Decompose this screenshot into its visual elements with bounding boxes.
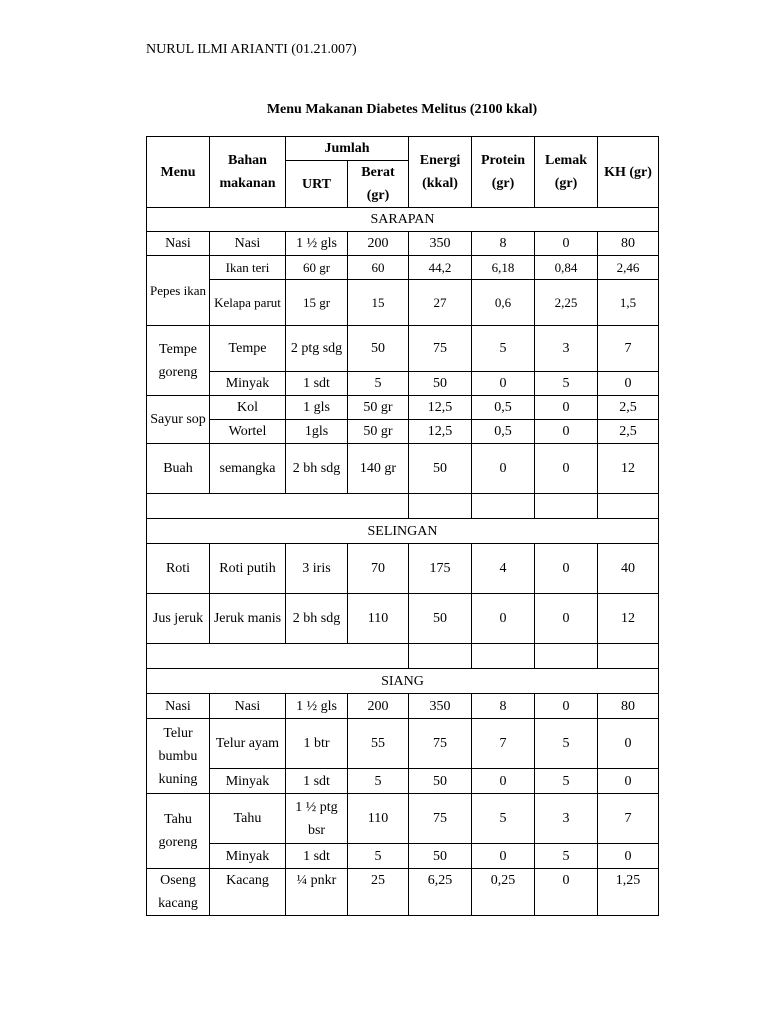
cell-lemak: 0	[535, 396, 598, 420]
cell-kh: 0	[598, 844, 659, 869]
cell-urt: 1 ½ gls	[286, 694, 348, 719]
cell-berat: 60	[348, 256, 409, 280]
cell-berat: 110	[348, 794, 409, 844]
table-row	[147, 444, 659, 494]
cell-lemak: 0	[535, 869, 598, 916]
table-row	[147, 769, 659, 794]
cell-bahan: Kelapa parut	[210, 280, 286, 326]
cell-urt: 1 ½ gls	[286, 232, 348, 256]
cell-energi: 50	[409, 844, 472, 869]
menu-table	[146, 136, 659, 916]
section-sarapan: SARAPAN	[147, 208, 659, 232]
cell-urt: 2 ptg sdg	[286, 326, 348, 372]
table-header	[147, 137, 659, 208]
cell-lemak: 0	[535, 594, 598, 644]
cell-menu: Nasi	[147, 694, 210, 719]
cell-berat: 55	[348, 719, 409, 769]
cell-kh: 1,5	[598, 280, 659, 326]
cell-urt: 1 sdt	[286, 844, 348, 869]
cell-kh: 12	[598, 594, 659, 644]
cell-berat: 50	[348, 326, 409, 372]
table-row	[147, 694, 659, 719]
cell-lemak: 0	[535, 444, 598, 494]
cell-protein: 5	[472, 326, 535, 372]
cell-energi: 12,5	[409, 396, 472, 420]
cell-bahan: Minyak	[210, 844, 286, 869]
cell-protein: 0	[472, 444, 535, 494]
cell-energi: 44,2	[409, 256, 472, 280]
table-body	[147, 208, 659, 916]
cell-bahan: Jeruk manis	[210, 594, 286, 644]
cell-urt: 1 sdt	[286, 372, 348, 396]
cell-energi: 50	[409, 594, 472, 644]
cell-lemak: 0,84	[535, 256, 598, 280]
cell-bahan: Kacang	[210, 869, 286, 916]
cell-energi: 75	[409, 719, 472, 769]
cell-bahan: Tahu	[210, 794, 286, 844]
cell-lemak: 5	[535, 372, 598, 396]
cell-bahan: Kol	[210, 396, 286, 420]
cell-kh: 0	[598, 769, 659, 794]
cell-bahan: Nasi	[210, 694, 286, 719]
cell-berat: 5	[348, 372, 409, 396]
cell-energi: 12,5	[409, 420, 472, 444]
cell-protein: 0,25	[472, 869, 535, 916]
cell-energi: 350	[409, 232, 472, 256]
header-jumlah: Jumlah	[286, 137, 409, 161]
cell-menu: Tahu goreng	[147, 794, 210, 869]
cell-protein: 0	[472, 594, 535, 644]
empty-row	[147, 644, 659, 669]
cell-lemak: 3	[535, 794, 598, 844]
cell-kh: 7	[598, 794, 659, 844]
cell-berat: 140 gr	[348, 444, 409, 494]
cell-energi: 350	[409, 694, 472, 719]
section-siang: SIANG	[147, 669, 659, 694]
cell-lemak: 5	[535, 844, 598, 869]
cell-urt: 1gls	[286, 420, 348, 444]
cell-bahan: Wortel	[210, 420, 286, 444]
cell-berat: 200	[348, 232, 409, 256]
table-row	[147, 372, 659, 396]
cell-kh: 80	[598, 694, 659, 719]
cell-urt: 2 bh sdg	[286, 594, 348, 644]
cell-bahan: Ikan teri	[210, 256, 286, 280]
table-row	[147, 544, 659, 594]
cell-kh: 0	[598, 719, 659, 769]
cell-menu: Tempe goreng	[147, 326, 210, 396]
cell-protein: 0	[472, 372, 535, 396]
table-row	[147, 719, 659, 769]
cell-kh: 80	[598, 232, 659, 256]
cell-bahan: semangka	[210, 444, 286, 494]
empty-row	[147, 494, 659, 519]
table-row	[147, 794, 659, 844]
cell-bahan: Telur ayam	[210, 719, 286, 769]
header-bahan: Bahan makanan	[210, 137, 286, 208]
cell-energi: 27	[409, 280, 472, 326]
cell-urt: ¼ pnkr	[286, 869, 348, 916]
header-urt: URT	[286, 161, 348, 208]
cell-menu: Nasi	[147, 232, 210, 256]
cell-berat: 200	[348, 694, 409, 719]
header-berat: Berat (gr)	[348, 161, 409, 208]
cell-bahan: Tempe	[210, 326, 286, 372]
cell-bahan: Minyak	[210, 372, 286, 396]
cell-urt: 60 gr	[286, 256, 348, 280]
cell-urt: 1 btr	[286, 719, 348, 769]
cell-kh: 12	[598, 444, 659, 494]
table-row	[147, 280, 659, 326]
cell-protein: 0,5	[472, 420, 535, 444]
cell-berat: 5	[348, 844, 409, 869]
header-kh: KH (gr)	[598, 137, 659, 208]
cell-protein: 6,18	[472, 256, 535, 280]
cell-menu: Sayur sop	[147, 396, 210, 444]
table-row	[147, 869, 659, 916]
table-row	[147, 844, 659, 869]
cell-berat: 25	[348, 869, 409, 916]
cell-kh: 2,46	[598, 256, 659, 280]
header-lemak: Lemak (gr)	[535, 137, 598, 208]
cell-protein: 8	[472, 232, 535, 256]
cell-protein: 4	[472, 544, 535, 594]
cell-kh: 2,5	[598, 420, 659, 444]
cell-berat: 70	[348, 544, 409, 594]
cell-menu: Jus jeruk	[147, 594, 210, 644]
cell-kh: 40	[598, 544, 659, 594]
cell-lemak: 2,25	[535, 280, 598, 326]
document-author: NURUL ILMI ARIANTI (01.21.007)	[146, 42, 357, 57]
cell-berat: 15	[348, 280, 409, 326]
section-selingan: SELINGAN	[147, 519, 659, 544]
cell-urt: 1 gls	[286, 396, 348, 420]
table-row	[147, 256, 659, 280]
cell-menu: Buah	[147, 444, 210, 494]
cell-bahan: Minyak	[210, 769, 286, 794]
cell-energi: 50	[409, 372, 472, 396]
cell-menu: Telur bumbu kuning	[147, 719, 210, 794]
table-row	[147, 396, 659, 420]
cell-lemak: 5	[535, 719, 598, 769]
cell-urt: 15 gr	[286, 280, 348, 326]
cell-urt: 2 bh sdg	[286, 444, 348, 494]
cell-lemak: 5	[535, 769, 598, 794]
cell-energi: 6,25	[409, 869, 472, 916]
cell-protein: 0,5	[472, 396, 535, 420]
cell-berat: 50 gr	[348, 396, 409, 420]
table-row	[147, 326, 659, 372]
cell-protein: 5	[472, 794, 535, 844]
cell-kh: 7	[598, 326, 659, 372]
cell-protein: 0	[472, 769, 535, 794]
header-energi: Energi (kkal)	[409, 137, 472, 208]
cell-protein: 0	[472, 844, 535, 869]
cell-energi: 175	[409, 544, 472, 594]
cell-bahan: Nasi	[210, 232, 286, 256]
table-row	[147, 594, 659, 644]
table-row	[147, 420, 659, 444]
table-row	[147, 232, 659, 256]
cell-protein: 0,6	[472, 280, 535, 326]
header-menu: Menu	[147, 137, 210, 208]
cell-urt: 3 iris	[286, 544, 348, 594]
cell-menu: Roti	[147, 544, 210, 594]
cell-kh: 2,5	[598, 396, 659, 420]
cell-menu: Pepes ikan	[147, 256, 210, 326]
cell-protein: 7	[472, 719, 535, 769]
cell-energi: 75	[409, 326, 472, 372]
cell-energi: 50	[409, 769, 472, 794]
cell-lemak: 0	[535, 420, 598, 444]
cell-bahan: Roti putih	[210, 544, 286, 594]
cell-urt: 1 sdt	[286, 769, 348, 794]
cell-menu: Oseng kacang	[147, 869, 210, 916]
header-protein: Protein (gr)	[472, 137, 535, 208]
cell-lemak: 0	[535, 544, 598, 594]
cell-berat: 5	[348, 769, 409, 794]
cell-lemak: 0	[535, 694, 598, 719]
cell-berat: 50 gr	[348, 420, 409, 444]
cell-berat: 110	[348, 594, 409, 644]
cell-protein: 8	[472, 694, 535, 719]
cell-kh: 0	[598, 372, 659, 396]
cell-lemak: 3	[535, 326, 598, 372]
cell-lemak: 0	[535, 232, 598, 256]
cell-urt: 1 ½ ptg bsr	[286, 794, 348, 844]
document-title: Menu Makanan Diabetes Melitus (2100 kkal)	[266, 102, 538, 117]
cell-energi: 50	[409, 444, 472, 494]
cell-energi: 75	[409, 794, 472, 844]
cell-kh: 1,25	[598, 869, 659, 916]
